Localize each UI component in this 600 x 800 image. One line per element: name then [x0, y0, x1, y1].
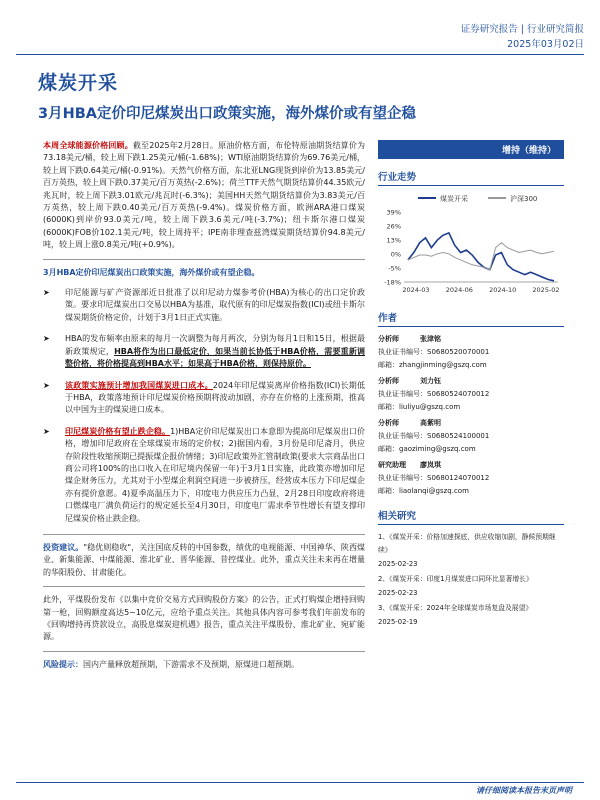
intro-paragraph — [43, 140, 365, 252]
legend-label: 煤炭开采 — [440, 195, 468, 203]
analyst-name: 刘力钰 — [420, 377, 441, 385]
analyst-name: 张津铭 — [420, 335, 441, 343]
divider — [43, 651, 365, 652]
rating-badge: 增持（维持） — [378, 140, 564, 159]
analyst-list — [378, 333, 564, 498]
y-tick-label: 26% — [386, 222, 401, 231]
bullet-item: ➤ 该政策实施预计增加我国煤炭进口成本。2024年印尼煤炭离岸价格指数(ICI)长期低于HBA，政策落地预计印尼煤炭价格预期将波动加剧，亦存在价格的上涨预期，推高以中国为主的煤炭进口成本。 — [43, 380, 365, 417]
report-header — [461, 22, 584, 52]
intro-lead: 本周全球能源价格回顾。 — [43, 141, 133, 150]
analyst-cert: 执业证书编号：S0680520070001 — [378, 348, 490, 356]
x-tick-label: 2024-06 — [445, 286, 473, 294]
advice-lead: 投资建议。 — [43, 542, 84, 552]
footer-disclaimer: 请仔细阅读本报告末页声明 — [476, 786, 572, 795]
risk-lead: 风险提示： — [43, 659, 83, 669]
y-tick-label: -18% — [384, 278, 401, 287]
related-list — [378, 531, 564, 629]
main-content — [43, 140, 365, 676]
divider — [43, 586, 365, 587]
analyst-entry — [378, 417, 564, 456]
y-tick-label: 0% — [390, 250, 401, 259]
trend-title: 行业走势 — [378, 169, 564, 186]
series-line — [408, 233, 554, 281]
analyst-cert: 执业证书编号：S0680524070012 — [378, 390, 490, 398]
analyst-name: 廖岚琪 — [420, 461, 441, 469]
analyst-email[interactable]: 邮箱：liaolanqi@gszq.com — [378, 487, 469, 495]
analyst-cert: 执业证书编号：S0680124070012 — [378, 474, 490, 482]
footer-divider — [16, 782, 584, 783]
analyst-role: 分析师 — [378, 335, 399, 343]
sidebar — [378, 140, 564, 631]
report-date: 2025年03月02日 — [507, 39, 584, 50]
related-title: 相关研究 — [378, 508, 564, 525]
extra-paragraph: 此外，平煤股份发布《以集中竞价交易方式回购股份方案》的公告，正式打购煤企增持回购第一枪，回购额度高达5~10亿元，应给予重点关注。其他具体内容可参考我们年前发布的《回购增持再贷款设立，高股息煤炭迎机遇》报告，重点关注平煤股份、淮北矿业、宛矿能源。 — [43, 595, 365, 642]
intro-text: 截至2025年2月28日。原油价格方面，布伦特原油期货结算价为73.18美元/桶，较上周下跌1.25美元/桶(-1.68%)；WTI原油期货结算价为69.76美元/桶，较上周下跌0.64美元/桶(-0.91%)。天然气价格方面，东北亚LNG现货到岸价为13.85美元/百万英热，较上周下跌0.37美元/百万英热(-2.6%)；荷兰TTF天然气期货结算价44.35欧元/兆瓦时，较上周下跌3.01欧元/兆瓦时(-6.3%)；美国HH天然气期货结算价为3.83美元/百万英热，较上周下跌0.40美元/百万英热(-9.4%)。煤炭价格方面，欧洲ARA港口煤炭(6000K)到岸价93.0美元/吨，较上周下跌3.6美元/吨(-3.7%)；纽卡斯尔港口煤炭(6000K)FOB价102.1美元/吨，较上周持平；IPE南非理查兹湾煤炭期货结算价94.8美元/吨，较上周上涨0.8美元/吨(+0.9%)。 — [43, 141, 365, 250]
report-headline: 3月HBA定价印尼煤炭出口政策实施，海外煤价或有望企稳 — [38, 106, 416, 122]
analyst-entry — [378, 375, 564, 414]
bullet-item: ➤ 印尼煤炭价格有望止跌企稳。1)HBA定价印尼煤炭出口本意即为提高印尼煤炭出口价格，增加印尼政府在全球煤炭市场的定价权；2)据国内看，3月份是印尼斋月，供应存阶段性收缩预期已提振煤企报价情绪；3)印尼政策外汇管制政策(要求大宗商品出口商公司将100%的出口收入在印尼境内保留一年)于3月1日实施，此政策亦增加印尼煤企财务压力，尤其对于小型煤企利润空间进一步被挤压，经营成本压力下印尼煤企亦有提价意愿。4)夏季高温压力下，印度电力供应压力凸显，2月28日印度政府将进口燃煤电厂满负荷运行的规定延长至4月30日，印度电厂需求季节性增长有望支撑印尼煤炭价格止跌企稳。 — [43, 426, 365, 525]
y-tick-label: 13% — [386, 236, 401, 245]
risk-paragraph: 风险提示：国内产量释放超预期，下游需求不及预期，原煤进口超预期。 — [43, 659, 299, 669]
trend-chart — [378, 190, 564, 298]
y-tick-label: -5% — [388, 264, 401, 273]
related-report-link[interactable]: 2、《煤炭开采：印度1月煤炭进口同环比显著增长》 2025-02-23 — [378, 574, 533, 597]
analyst-entry — [378, 459, 564, 498]
y-tick-label: 39% — [386, 208, 401, 217]
bullet-item: ➤ 印尼能源与矿产资源部近日批准了以印尼动力煤参考价(HBA)为核心的出口定价政策。要求印尼煤炭出口交易以HBA为基准，取代原有的印尼煤炭指数(ICI)或纽卡斯尔煤炭期货价格定价，计划于3月1日正式实施。 — [43, 287, 365, 324]
analyst-cert: 执业证书编号：S0680524100001 — [378, 432, 490, 440]
legend-label: 沪深300 — [510, 195, 538, 203]
related-report-link[interactable]: 3、《煤炭开采：2024年全球煤炭市场复盘及展望》 2025-02-19 — [378, 603, 533, 626]
authors-title: 作者 — [378, 310, 564, 327]
analyst-email[interactable]: 邮箱：liuliyu@gszq.com — [378, 403, 461, 411]
related-report-link[interactable]: 1、《煤炭开采：价格加速探底，供应收缩加剧，静候预期继续》 2025-02-23 — [378, 533, 556, 568]
x-tick-label: 2024-10 — [489, 286, 517, 294]
report-type: 证券研究报告 | 行业研究简报 — [460, 24, 584, 35]
analyst-email[interactable]: 邮箱：zhangjinming@gszq.com — [378, 361, 487, 369]
analyst-name: 高紫明 — [420, 419, 441, 427]
analyst-entry — [378, 333, 564, 372]
advice-paragraph: 投资建议。"稳优则稳收"，关注国底反转的中国参数，绩优的电视能源、中国神华、陕西煤业、新集能源、中煤能源、淮北矿业、晋华能源、昔控煤业。此外，重点关注未来再在增量的华阳股份、甘肃能化。 — [43, 542, 366, 577]
analyst-role: 分析师 — [378, 377, 399, 385]
header-divider — [16, 54, 584, 55]
bullet-list — [43, 287, 365, 525]
x-tick-label: 2025-02 — [532, 286, 560, 294]
analyst-role: 分析师 — [378, 419, 399, 427]
analyst-role: 研究助理 — [378, 461, 406, 469]
bullet-item: ➤ HBA的发布频率由原来的每月一次调整为每月两次，分别为每月1日和15日，根据最新政策规定，HBA将作为出口最低定价，如果当前长协低于HBA价格，需要重新调整价格，将价格提高到HBA水平；如果高于HBA价格，则保持原价。 — [43, 333, 365, 370]
analyst-email[interactable]: 邮箱：gaoziming@gszq.com — [378, 445, 476, 453]
divider — [43, 259, 365, 260]
x-tick-label: 2024-03 — [402, 286, 430, 294]
industry-title: 煤炭开采 — [38, 72, 119, 94]
divider — [43, 534, 365, 535]
section-title: 3月HBA定价印尼煤炭出口政策实施，海外煤价或有望企稳。 — [43, 267, 260, 277]
